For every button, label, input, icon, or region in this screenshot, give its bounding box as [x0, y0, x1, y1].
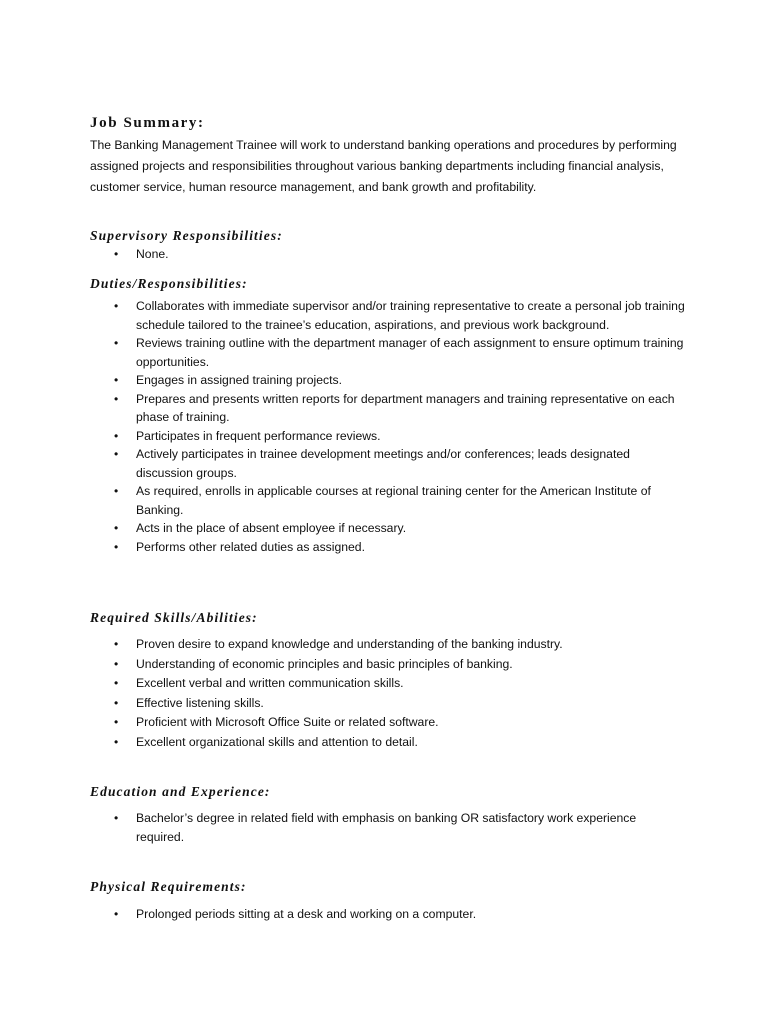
list-item-text: Excellent verbal and written communication skills. — [136, 676, 404, 690]
bullet-icon: • — [114, 656, 119, 671]
bullet-icon: • — [114, 811, 119, 825]
list-item-text: Proficient with Microsoft Office Suite or related software. — [136, 715, 439, 729]
supervisory-heading: Supervisory Responsibilities: — [90, 228, 283, 243]
skills-heading: Required Skills/Abilities: — [90, 610, 258, 625]
list-item-text: Performs other related duties as assigned. — [136, 539, 365, 554]
list-item — [0, 245, 686, 264]
bullet-icon: • — [114, 299, 119, 313]
list-item — [0, 482, 686, 519]
list-item-text: Prepares and presents written reports for department managers and training representative on each phase of training. — [136, 391, 675, 424]
job-summary-heading: Job Summary: — [90, 115, 205, 131]
bullet-icon: • — [114, 637, 119, 651]
bullet-icon: • — [114, 695, 119, 710]
skills-list — [0, 635, 768, 752]
bullet-icon: • — [114, 676, 119, 690]
bullet-icon: • — [114, 715, 119, 729]
list-item-text: Acts in the place of absent employee if necessary. — [136, 521, 407, 535]
list-item — [0, 694, 686, 714]
list-item-text: Understanding of economic principles and basic principles of banking. — [136, 656, 513, 671]
list-item — [0, 674, 686, 694]
list-item — [0, 445, 686, 482]
list-item-text: None. — [136, 247, 169, 261]
supervisory-list — [0, 245, 768, 264]
bullet-icon: • — [114, 391, 119, 406]
bullet-icon: • — [114, 734, 119, 749]
physical-list — [0, 905, 768, 924]
list-item — [0, 538, 686, 557]
list-item-text: Effective listening skills. — [136, 695, 264, 710]
list-item-text: Engages in assigned training projects. — [136, 373, 342, 387]
list-item — [0, 809, 686, 847]
physical-heading: Physical Requirements: — [90, 879, 247, 894]
list-item — [0, 905, 686, 924]
list-item — [0, 427, 686, 446]
list-item — [0, 334, 686, 371]
bullet-icon: • — [114, 336, 119, 350]
bullet-icon: • — [114, 447, 119, 461]
list-item — [0, 635, 686, 655]
bullet-icon: • — [114, 907, 119, 921]
list-item-text: Reviews training outline with the department manager of each assignment to ensure optimum training opportunities. — [136, 336, 684, 369]
list-item-text: Proven desire to expand knowledge and understanding of the banking industry. — [136, 637, 563, 651]
list-item — [0, 519, 686, 538]
list-item-text: Excellent organizational skills and attention to detail. — [136, 734, 418, 749]
job-summary-text: The Banking Management Trainee will work to understand banking operations and procedures by performing assigned projects and responsibilities throughout various banking departments including financial analysis, customer service, human resource management, and bank growth and profitability. — [90, 138, 677, 194]
list-item — [0, 655, 686, 675]
bullet-icon: • — [114, 539, 119, 554]
bullet-icon: • — [114, 373, 119, 387]
list-item-text: Collaborates with immediate supervisor and/or training representative to create a personal job training schedule tailored to the trainee’s education, aspirations, and previous work background. — [136, 299, 685, 332]
education-heading: Education and Experience: — [90, 784, 271, 799]
duties-list — [0, 297, 768, 556]
list-item — [0, 390, 686, 427]
bullet-icon: • — [114, 484, 119, 498]
list-item-text: As required, enrolls in applicable courses at regional training center for the American Institute of Banking. — [136, 484, 651, 517]
list-item-text: Actively participates in trainee development meetings and/or conferences; leads designated discussion groups. — [136, 447, 630, 480]
list-item — [0, 713, 686, 733]
list-item — [0, 371, 686, 390]
bullet-icon: • — [114, 247, 119, 261]
duties-heading: Duties/Responsibilities: — [90, 276, 248, 291]
list-item — [0, 297, 686, 334]
list-item-text: Prolonged periods sitting at a desk and working on a computer. — [136, 907, 477, 921]
list-item-text: Bachelor’s degree in related field with emphasis on banking OR satisfactory work experience required. — [136, 811, 637, 844]
list-item — [0, 733, 686, 753]
education-list — [0, 809, 768, 847]
bullet-icon: • — [114, 428, 119, 443]
bullet-icon: • — [114, 521, 119, 535]
list-item-text: Participates in frequent performance reviews. — [136, 428, 381, 443]
